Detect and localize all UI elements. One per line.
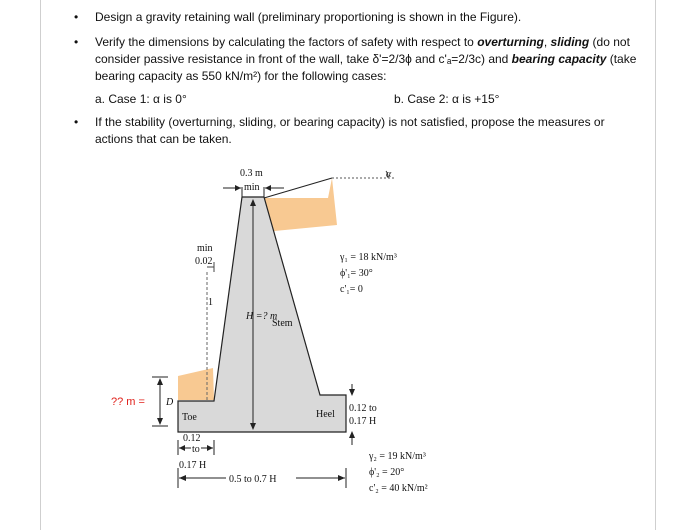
soil1-c: c'₁= 0 [340,284,363,295]
batter-one-label: 1 [208,297,213,308]
toe-height: 0.17 H [179,460,207,471]
arrowhead [157,378,163,385]
top-width-label: 0.3 m [240,168,263,179]
sliding-term: sliding [550,35,590,49]
overturning-term: overturning [477,35,544,49]
soil2-phi: ϕ'₂ = 20° [369,467,405,478]
arrowhead [338,475,345,481]
toe-label: Toe [182,412,197,423]
heel-height: 0.17 H [349,416,377,427]
heel-label: Heel [316,409,335,420]
arrowhead [207,445,213,451]
arrowhead [179,475,186,481]
height-label: H =? m [246,311,278,322]
soil2-gamma: γ₂ = 19 kN/m³ [369,451,426,462]
toe-to: to [192,444,200,455]
soil1-phi: ϕ'₁= 30° [340,268,373,279]
arrowhead [265,185,271,191]
bullet-design: Design a gravity retaining wall (preliminary proportioning is shown in the Figure). [95,10,522,24]
depth-unknown-label: ?? m = [111,396,145,408]
bearing-term: bearing capacity [511,52,607,66]
verify-text: (do not consider passive resistance in front of the wall, take δ'=2/3ϕ and c'ₐ=2/3c) and [95,35,630,66]
alpha-label: α [386,169,392,180]
soil2-c: c'₂ = 40 kN/m² [369,483,428,494]
backfill-soil [264,178,337,232]
arrowhead [179,445,185,451]
front-soil [178,368,214,400]
base-width-label: 0.5 to 0.7 H [229,474,277,485]
toe-value: 0.12 [183,433,201,444]
batter-min-label: min [197,243,213,254]
bullet-stability: If the stability (overturning, sliding, or bearing capacity) is not satisfied, propose the measures or actions that can be taken. [95,115,605,146]
verify-text: (take bearing capacity as 550 kN/m²) for the following cases: [95,52,637,83]
arrowhead [349,431,355,438]
bullet-dot: • [74,35,79,49]
heel-value: 0.12 to [349,403,377,414]
bullet-dot: • [74,115,79,129]
stem-label: Stem [272,318,293,329]
verify-text: Verify the dimensions by calculating the factors of safety with respect to [95,35,478,49]
top-min-label: min [244,182,260,193]
case-1: a. Case 1: α is 0° [95,92,187,106]
batter-value-label: 0.02 [195,256,213,267]
bullet-dot: • [74,10,79,24]
depth-d-label: D [166,397,174,408]
arrowhead [235,185,241,191]
arrowhead [157,418,163,425]
verify-text: , [543,35,551,49]
case-2: b. Case 2: α is +15° [394,92,500,106]
arrowhead [349,389,355,396]
soil1-gamma: γ₁ = 18 kN/m³ [340,252,397,263]
